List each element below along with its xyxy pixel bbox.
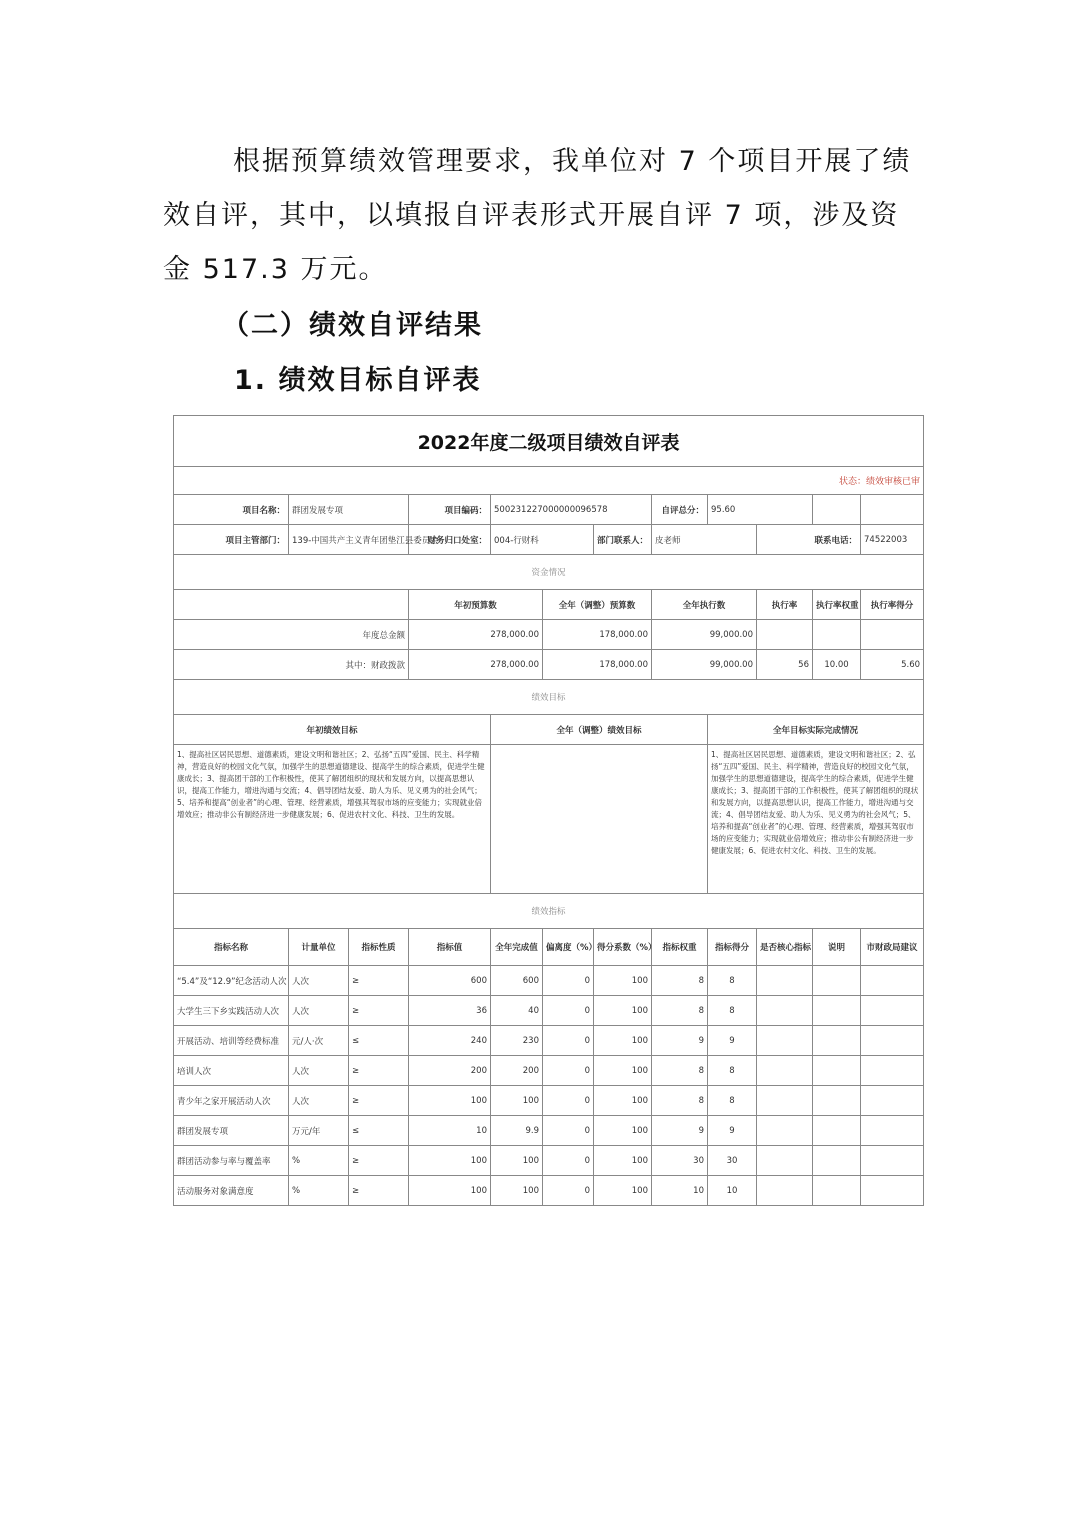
indicator-advice: [861, 1116, 924, 1146]
fund-header: 执行率得分: [861, 590, 924, 620]
indicator-note: [813, 996, 861, 1026]
office-label: 财务归口处室：: [409, 525, 491, 555]
indicator-note: [813, 1146, 861, 1176]
indicator-nature: ≥: [349, 1176, 409, 1206]
indicator-actual: 200: [491, 1056, 543, 1086]
indicator-section-row: [174, 894, 924, 929]
indicator-header: 指标值: [409, 929, 491, 966]
section-heading: （二）绩效自评结果: [222, 310, 483, 341]
goal-section-row: [174, 680, 924, 715]
indicator-coef: 100: [594, 1146, 652, 1176]
indicator-deviation: 0: [543, 966, 594, 996]
indicator-header: 指标得分: [708, 929, 757, 966]
indicator-row: [174, 996, 924, 1026]
intro-paragraph: [163, 135, 923, 297]
goal-header: 全年目标实际完成情况: [708, 715, 924, 745]
indicator-actual: 100: [491, 1176, 543, 1206]
fund-row-label: 其中：财政拨款: [174, 650, 409, 680]
fund-adjusted: 178,000.00: [543, 650, 652, 680]
score-value: 95.60: [708, 495, 813, 525]
indicator-score: 8: [708, 1086, 757, 1116]
intro-text: 根据预算绩效管理要求，我单位对 7 个项目开展了绩效自评，其中，以填报自评表形式开展自评 7 项，涉及资金 517.3 万元。: [163, 146, 912, 285]
indicator-note: [813, 1176, 861, 1206]
form-title: 2022年度二级项目绩效自评表: [174, 416, 924, 467]
fund-score: [861, 620, 924, 650]
indicator-target: 10: [409, 1116, 491, 1146]
office-value: 004-行财科: [491, 525, 594, 555]
indicator-target: 36: [409, 996, 491, 1026]
fund-weight: 10.00: [813, 650, 861, 680]
indicator-name: 群团活动参与率与覆盖率: [174, 1146, 289, 1176]
dept-value: 139-中国共产主义青年团垫江县委员会: [289, 525, 409, 555]
indicator-unit: 元/人·次: [289, 1026, 349, 1056]
indicator-deviation: 0: [543, 1176, 594, 1206]
indicator-name: 大学生三下乡实践活动人次: [174, 996, 289, 1026]
fund-row: [174, 620, 924, 650]
indicator-score: 9: [708, 1026, 757, 1056]
indicator-coef: 100: [594, 1116, 652, 1146]
indicator-weight: 8: [652, 1056, 708, 1086]
indicator-actual: 40: [491, 996, 543, 1026]
indicator-unit: 万元/年: [289, 1116, 349, 1146]
indicator-weight: 8: [652, 966, 708, 996]
score-label: 自评总分：: [652, 495, 708, 525]
indicator-header: 指标性质: [349, 929, 409, 966]
indicator-unit: 人次: [289, 1086, 349, 1116]
status-badge: 状态：绩效审核已审: [174, 467, 924, 495]
indicator-row: [174, 1086, 924, 1116]
indicator-score: 9: [708, 1116, 757, 1146]
fund-rate: [757, 620, 813, 650]
indicator-actual: 9.9: [491, 1116, 543, 1146]
indicator-row: [174, 1176, 924, 1206]
goal-text-row: [174, 745, 924, 894]
indicator-row: [174, 1146, 924, 1176]
fund-initial: 278,000.00: [409, 620, 543, 650]
indicator-header: 是否核心指标: [757, 929, 813, 966]
indicator-name: “5.4”及“12.9”纪念活动人次: [174, 966, 289, 996]
goal-header: 全年（调整）绩效目标: [491, 715, 708, 745]
project-name-label: 项目名称：: [174, 495, 289, 525]
indicator-note: [813, 1086, 861, 1116]
indicator-deviation: 0: [543, 1026, 594, 1056]
indicator-core: [757, 1086, 813, 1116]
indicator-coef: 100: [594, 1056, 652, 1086]
dept-label: 项目主管部门：: [174, 525, 289, 555]
indicator-section-title: 绩效指标: [174, 894, 924, 929]
contact-label: 部门联系人：: [594, 525, 652, 555]
fund-adjusted: 178,000.00: [543, 620, 652, 650]
fund-executed: 99,000.00: [652, 620, 757, 650]
fund-header: 执行率权重: [813, 590, 861, 620]
performance-form-table: [173, 415, 924, 1206]
indicator-row: [174, 1026, 924, 1056]
indicator-score: 30: [708, 1146, 757, 1176]
indicator-name: 群团发展专项: [174, 1116, 289, 1146]
indicator-unit: 人次: [289, 966, 349, 996]
fund-header: 全年执行数: [652, 590, 757, 620]
goal-section-title: 绩效目标: [174, 680, 924, 715]
goal-actual-text: 1、提高社区居民思想、道德素质，建设文明和谐社区；2、弘扬“五四”爱国、民主、科学精神，营造良好的校园文化气氛，加强学生的思想道德建设，提高学生的综合素质，促进学生健康成长；3、提高团干部的工作积极性，使其了解团组织的现状和发展方向，以提高思想认识，提高工作能力，增进沟通与交流；4、倡导团结友爱、助人为乐、见义勇为的社会风气；5、培养和提高“创业者”的心理、管理、经营素质，增强其驾驭市场的应变能力；实现就业倍增效应；推动非公有制经济进一步健康发展；6、促进农村文化、科技、卫生的发展。: [708, 745, 924, 894]
goal-header: 年初绩效目标: [174, 715, 491, 745]
indicator-actual: 100: [491, 1146, 543, 1176]
indicator-nature: ≥: [349, 996, 409, 1026]
project-code-label: 项目编码：: [409, 495, 491, 525]
indicator-nature: ≤: [349, 1026, 409, 1056]
fund-header: 执行率: [757, 590, 813, 620]
indicator-score: 8: [708, 966, 757, 996]
indicator-header: 说明: [813, 929, 861, 966]
indicator-core: [757, 996, 813, 1026]
indicator-note: [813, 1026, 861, 1056]
indicator-note: [813, 966, 861, 996]
fund-rate: 56: [757, 650, 813, 680]
indicator-weight: 9: [652, 1116, 708, 1146]
indicator-row: [174, 1056, 924, 1086]
indicator-unit: %: [289, 1176, 349, 1206]
indicator-header: 得分系数（%）: [594, 929, 652, 966]
indicator-header: 全年完成值: [491, 929, 543, 966]
project-code-value: 500231227000000096578: [491, 495, 652, 525]
contact-value: 皮老师: [652, 525, 757, 555]
indicator-core: [757, 1056, 813, 1086]
indicator-advice: [861, 1176, 924, 1206]
indicator-coef: 100: [594, 966, 652, 996]
indicator-header: 指标权重: [652, 929, 708, 966]
fund-header: 年初预算数: [409, 590, 543, 620]
indicator-weight: 8: [652, 1086, 708, 1116]
goal-adjusted-text: [491, 745, 708, 894]
indicator-deviation: 0: [543, 1116, 594, 1146]
indicator-header: 偏离度（%）: [543, 929, 594, 966]
fund-header: 全年（调整）预算数: [543, 590, 652, 620]
fund-executed: 99,000.00: [652, 650, 757, 680]
indicator-advice: [861, 1086, 924, 1116]
subsection-heading: 1. 绩效目标自评表: [234, 365, 482, 396]
indicator-score: 8: [708, 996, 757, 1026]
indicator-deviation: 0: [543, 1086, 594, 1116]
indicator-name: 活动服务对象满意度: [174, 1176, 289, 1206]
indicator-deviation: 0: [543, 1056, 594, 1086]
indicator-advice: [861, 996, 924, 1026]
fund-score: 5.60: [861, 650, 924, 680]
indicator-score: 10: [708, 1176, 757, 1206]
fund-initial: 278,000.00: [409, 650, 543, 680]
indicator-core: [757, 1026, 813, 1056]
indicator-target: 240: [409, 1026, 491, 1056]
phone-label: 联系电话：: [757, 525, 861, 555]
indicator-weight: 10: [652, 1176, 708, 1206]
indicator-core: [757, 1116, 813, 1146]
indicator-coef: 100: [594, 1086, 652, 1116]
indicator-advice: [861, 966, 924, 996]
info-row-1: [174, 495, 924, 525]
indicator-actual: 100: [491, 1086, 543, 1116]
indicator-weight: 30: [652, 1146, 708, 1176]
indicator-target: 100: [409, 1086, 491, 1116]
form-status-row: [174, 467, 924, 495]
phone-value: 74522003: [861, 525, 924, 555]
indicator-deviation: 0: [543, 996, 594, 1026]
fund-row-label: 年度总金额: [174, 620, 409, 650]
indicator-core: [757, 1146, 813, 1176]
indicator-coef: 100: [594, 996, 652, 1026]
indicator-unit: %: [289, 1146, 349, 1176]
goal-header-row: [174, 715, 924, 745]
indicator-name: 青少年之家开展活动人次: [174, 1086, 289, 1116]
fund-weight: [813, 620, 861, 650]
info-row-2: [174, 525, 924, 555]
fund-row: [174, 650, 924, 680]
empty-cell: [174, 590, 409, 620]
indicator-name: 培训人次: [174, 1056, 289, 1086]
indicator-unit: 人次: [289, 1056, 349, 1086]
indicator-nature: ≥: [349, 966, 409, 996]
indicator-deviation: 0: [543, 1146, 594, 1176]
indicator-name: 开展活动、培训等经费标准: [174, 1026, 289, 1056]
indicator-coef: 100: [594, 1026, 652, 1056]
indicator-nature: ≥: [349, 1056, 409, 1086]
indicator-target: 100: [409, 1176, 491, 1206]
fund-section-title: 资金情况: [174, 555, 924, 590]
indicator-target: 100: [409, 1146, 491, 1176]
indicator-header: 计量单位: [289, 929, 349, 966]
indicator-advice: [861, 1056, 924, 1086]
project-name-value: 群团发展专项: [289, 495, 409, 525]
indicator-actual: 230: [491, 1026, 543, 1056]
indicator-weight: 9: [652, 1026, 708, 1056]
indicator-target: 600: [409, 966, 491, 996]
form-title-row: [174, 416, 924, 467]
empty-cell: [813, 495, 861, 525]
indicator-nature: ≥: [349, 1146, 409, 1176]
indicator-nature: ≥: [349, 1086, 409, 1116]
indicator-header: 指标名称: [174, 929, 289, 966]
indicator-core: [757, 1176, 813, 1206]
fund-header-row: [174, 590, 924, 620]
indicator-header: 市财政局建议: [861, 929, 924, 966]
indicator-nature: ≤: [349, 1116, 409, 1146]
goal-initial-text: 1、提高社区居民思想、道德素质，建设文明和谐社区；2、弘扬“五四”爱国、民主、科学精神，营造良好的校园文化气氛，加强学生的思想道德建设、提高学生的综合素质，促进学生健康成长；3、提高团干部的工作积极性，使其了解团组织的现状和发展方向，以提高思想认识，提高工作能力，增进沟通与交流；4、倡导团结友爱、助人为乐、见义勇为的社会风气；5、培养和提高“创业者”的心理、管理、经营素质，增强其驾驭市场的应变能力；实现就业倍增效应；推动非公有制经济进一步健康发展；6、促进农村文化、科技、卫生的发展。: [174, 745, 491, 894]
indicator-weight: 8: [652, 996, 708, 1026]
fund-section-row: [174, 555, 924, 590]
indicator-actual: 600: [491, 966, 543, 996]
indicator-header-row: [174, 929, 924, 966]
indicator-advice: [861, 1026, 924, 1056]
indicator-note: [813, 1056, 861, 1086]
indicator-row: [174, 966, 924, 996]
empty-cell: [861, 495, 924, 525]
indicator-core: [757, 966, 813, 996]
indicator-coef: 100: [594, 1176, 652, 1206]
indicator-unit: 人次: [289, 996, 349, 1026]
indicator-advice: [861, 1146, 924, 1176]
indicator-score: 8: [708, 1056, 757, 1086]
indicator-row: [174, 1116, 924, 1146]
indicator-target: 200: [409, 1056, 491, 1086]
indicator-note: [813, 1116, 861, 1146]
